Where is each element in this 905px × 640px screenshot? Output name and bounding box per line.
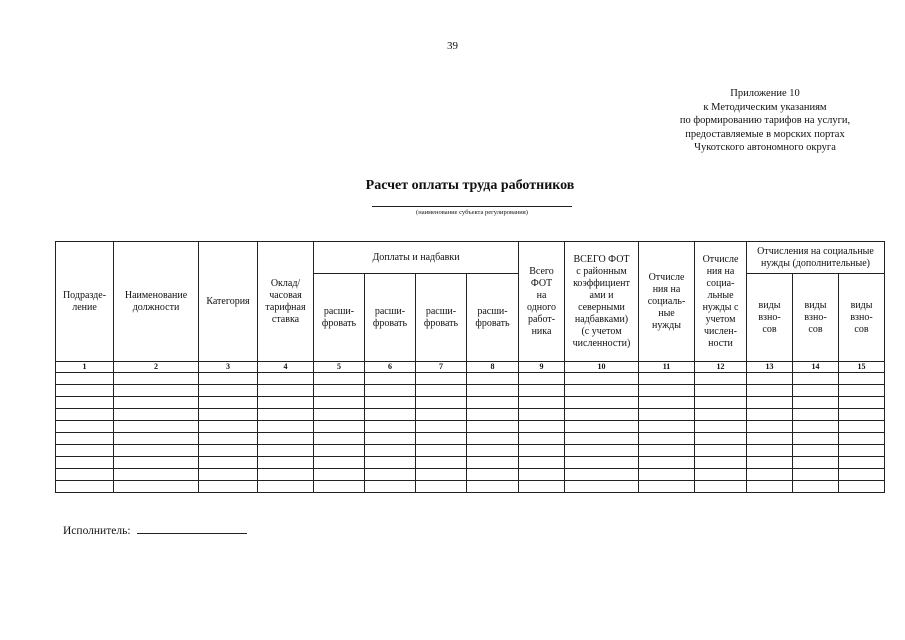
table-cell bbox=[695, 481, 747, 493]
table-cell bbox=[314, 433, 365, 445]
column-number: 10 bbox=[565, 362, 639, 373]
table-cell bbox=[839, 481, 885, 493]
column-number: 11 bbox=[639, 362, 695, 373]
table-cell bbox=[199, 397, 258, 409]
table-cell bbox=[258, 433, 314, 445]
table-cell bbox=[565, 385, 639, 397]
table-cell bbox=[199, 373, 258, 385]
table-cell bbox=[747, 385, 793, 397]
table-cell bbox=[56, 445, 114, 457]
table-cell bbox=[314, 481, 365, 493]
table-cell bbox=[416, 385, 467, 397]
table-cell bbox=[416, 481, 467, 493]
table-cell bbox=[747, 421, 793, 433]
table-cell bbox=[199, 445, 258, 457]
table-cell bbox=[839, 421, 885, 433]
appendix-line: предоставляемые в морских портах bbox=[685, 128, 845, 140]
page-number: 39 bbox=[447, 40, 458, 52]
table-cell bbox=[519, 409, 565, 421]
table-cell bbox=[793, 445, 839, 457]
table-cell bbox=[793, 397, 839, 409]
table-cell bbox=[519, 397, 565, 409]
table-cell bbox=[793, 433, 839, 445]
table-cell bbox=[639, 469, 695, 481]
table-cell bbox=[695, 373, 747, 385]
table-cell bbox=[639, 385, 695, 397]
table-cell bbox=[258, 373, 314, 385]
table-cell bbox=[839, 433, 885, 445]
column-number: 6 bbox=[365, 362, 416, 373]
table-cell bbox=[365, 421, 416, 433]
table-cell bbox=[365, 481, 416, 493]
table-cell bbox=[695, 433, 747, 445]
appendix-line: Приложение 10 bbox=[730, 88, 800, 99]
header-cell: расши- фровать bbox=[314, 274, 365, 362]
column-number: 8 bbox=[467, 362, 519, 373]
table-cell bbox=[793, 421, 839, 433]
executor-signature bbox=[63, 523, 247, 537]
table-cell bbox=[199, 409, 258, 421]
table-cell bbox=[56, 373, 114, 385]
header-cell: Наименование должности bbox=[114, 242, 199, 362]
payroll-table bbox=[55, 241, 885, 493]
table-cell bbox=[639, 421, 695, 433]
table-cell bbox=[695, 469, 747, 481]
table-cell bbox=[199, 421, 258, 433]
table-cell bbox=[365, 469, 416, 481]
table-cell bbox=[695, 397, 747, 409]
table-row bbox=[56, 421, 885, 433]
header-cell: виды взно- сов bbox=[793, 274, 839, 362]
table-cell bbox=[519, 445, 565, 457]
table-cell bbox=[416, 445, 467, 457]
table-cell bbox=[839, 409, 885, 421]
table-cell bbox=[199, 469, 258, 481]
table-cell bbox=[258, 445, 314, 457]
table-cell bbox=[695, 385, 747, 397]
table-cell bbox=[114, 385, 199, 397]
table-cell bbox=[365, 457, 416, 469]
table-cell bbox=[467, 385, 519, 397]
appendix-line: Чукотского автономного округа bbox=[694, 142, 836, 153]
column-number-row bbox=[56, 362, 885, 373]
table-cell bbox=[314, 445, 365, 457]
table-cell bbox=[695, 445, 747, 457]
table-cell bbox=[365, 409, 416, 421]
table-body bbox=[56, 373, 885, 493]
header-cell: расши- фровать bbox=[416, 274, 467, 362]
table-cell bbox=[467, 457, 519, 469]
table-cell bbox=[639, 433, 695, 445]
table-cell bbox=[565, 469, 639, 481]
table-cell bbox=[199, 433, 258, 445]
column-number: 9 bbox=[519, 362, 565, 373]
table-cell bbox=[365, 397, 416, 409]
table-cell bbox=[258, 409, 314, 421]
table-cell bbox=[258, 457, 314, 469]
table-cell bbox=[695, 409, 747, 421]
table-cell bbox=[114, 421, 199, 433]
table-cell bbox=[747, 433, 793, 445]
table-cell bbox=[56, 469, 114, 481]
table-cell bbox=[258, 469, 314, 481]
table-cell bbox=[747, 409, 793, 421]
table-cell bbox=[565, 397, 639, 409]
table-cell bbox=[839, 457, 885, 469]
table-cell bbox=[114, 469, 199, 481]
header-cell: Отчисле ния на социа- льные нужды с учетом числен- ности bbox=[695, 242, 747, 362]
header-cell: Отчисле ния на социаль- ные нужды bbox=[639, 242, 695, 362]
table-cell bbox=[519, 457, 565, 469]
header-cell: виды взно- сов bbox=[747, 274, 793, 362]
table-cell bbox=[793, 409, 839, 421]
table-cell bbox=[839, 445, 885, 457]
header-cell: Подразде- ление bbox=[56, 242, 114, 362]
table-cell bbox=[565, 445, 639, 457]
table-cell bbox=[258, 421, 314, 433]
table-cell bbox=[416, 421, 467, 433]
table-cell bbox=[639, 397, 695, 409]
table-cell bbox=[467, 433, 519, 445]
table-cell bbox=[793, 469, 839, 481]
table-cell bbox=[839, 469, 885, 481]
table-cell bbox=[416, 373, 467, 385]
appendix-line: к Методическим указаниям bbox=[703, 101, 827, 113]
table-cell bbox=[258, 385, 314, 397]
table-cell bbox=[56, 421, 114, 433]
table-cell bbox=[314, 469, 365, 481]
table-cell bbox=[199, 385, 258, 397]
table-cell bbox=[793, 457, 839, 469]
table-cell bbox=[747, 397, 793, 409]
table-cell bbox=[365, 445, 416, 457]
table-cell bbox=[695, 457, 747, 469]
table-cell bbox=[114, 397, 199, 409]
table-cell bbox=[639, 457, 695, 469]
table-cell bbox=[365, 433, 416, 445]
table-cell bbox=[565, 421, 639, 433]
table-cell bbox=[314, 421, 365, 433]
table-cell bbox=[56, 397, 114, 409]
table-row bbox=[56, 469, 885, 481]
table-cell bbox=[365, 373, 416, 385]
table-cell bbox=[114, 373, 199, 385]
table-cell bbox=[258, 397, 314, 409]
subject-caption: (наименование субъекта регулирования) bbox=[416, 209, 528, 216]
column-number: 4 bbox=[258, 362, 314, 373]
table-cell bbox=[314, 385, 365, 397]
table-cell bbox=[793, 481, 839, 493]
table-cell bbox=[747, 373, 793, 385]
table-cell bbox=[639, 445, 695, 457]
table-cell bbox=[565, 481, 639, 493]
table-cell bbox=[114, 409, 199, 421]
table-row bbox=[56, 433, 885, 445]
table-cell bbox=[519, 469, 565, 481]
table-cell bbox=[467, 397, 519, 409]
table-cell bbox=[114, 481, 199, 493]
table-cell bbox=[519, 421, 565, 433]
table-cell bbox=[519, 373, 565, 385]
table-cell bbox=[365, 385, 416, 397]
table-row bbox=[56, 457, 885, 469]
table-cell bbox=[565, 457, 639, 469]
column-number: 5 bbox=[314, 362, 365, 373]
executor-label: Исполнитель: bbox=[63, 525, 131, 537]
table-cell bbox=[314, 373, 365, 385]
table-cell bbox=[416, 433, 467, 445]
table-cell bbox=[199, 457, 258, 469]
table-cell bbox=[467, 469, 519, 481]
table-row bbox=[56, 481, 885, 493]
table-cell bbox=[467, 481, 519, 493]
table-cell bbox=[416, 469, 467, 481]
header-cell: расши- фровать bbox=[467, 274, 519, 362]
table-cell bbox=[467, 373, 519, 385]
header-cell: Оклад/ часовая тарифная ставка bbox=[258, 242, 314, 362]
table-cell bbox=[56, 481, 114, 493]
table-cell bbox=[747, 457, 793, 469]
table-cell bbox=[314, 397, 365, 409]
table-cell bbox=[114, 433, 199, 445]
header-cell: ВСЕГО ФОТ с районным коэффициент ами и северными надбавками) (с учетом численности) bbox=[565, 242, 639, 362]
table-cell bbox=[695, 421, 747, 433]
table-cell bbox=[467, 445, 519, 457]
column-number: 15 bbox=[839, 362, 885, 373]
table-cell bbox=[793, 385, 839, 397]
signature-line bbox=[137, 523, 247, 534]
table-cell bbox=[56, 385, 114, 397]
header-cell: расши- фровать bbox=[365, 274, 416, 362]
table-cell bbox=[114, 457, 199, 469]
table-cell bbox=[56, 433, 114, 445]
column-number: 2 bbox=[114, 362, 199, 373]
table-cell bbox=[747, 445, 793, 457]
header-group-cell: Отчисления на социальные нужды (дополнительные) bbox=[747, 242, 885, 274]
table-cell bbox=[839, 385, 885, 397]
table-cell bbox=[519, 481, 565, 493]
table-cell bbox=[793, 373, 839, 385]
header-group-cell: Доплаты и надбавки bbox=[314, 242, 519, 274]
table-cell bbox=[258, 481, 314, 493]
table-cell bbox=[519, 433, 565, 445]
table-cell bbox=[747, 469, 793, 481]
table-cell bbox=[416, 409, 467, 421]
table-cell bbox=[839, 373, 885, 385]
table-cell bbox=[519, 385, 565, 397]
table-cell bbox=[467, 409, 519, 421]
column-number: 7 bbox=[416, 362, 467, 373]
column-number: 13 bbox=[747, 362, 793, 373]
appendix-line: по формированию тарифов на услуги, bbox=[679, 115, 851, 126]
column-number: 1 bbox=[56, 362, 114, 373]
column-number: 14 bbox=[793, 362, 839, 373]
table-cell bbox=[565, 373, 639, 385]
table-cell bbox=[639, 409, 695, 421]
table-cell bbox=[114, 445, 199, 457]
table-row bbox=[56, 385, 885, 397]
header-cell: Категория bbox=[199, 242, 258, 362]
table-row bbox=[56, 409, 885, 421]
table-cell bbox=[565, 409, 639, 421]
table-row bbox=[56, 445, 885, 457]
table-cell bbox=[639, 481, 695, 493]
table-row bbox=[56, 397, 885, 409]
document-title: Расчет оплаты труда работников bbox=[365, 178, 575, 193]
table-cell bbox=[416, 457, 467, 469]
table-cell bbox=[56, 457, 114, 469]
header-cell: виды взно- сов bbox=[839, 274, 885, 362]
column-number: 3 bbox=[199, 362, 258, 373]
table-row bbox=[56, 373, 885, 385]
table-cell bbox=[467, 421, 519, 433]
subject-name-line bbox=[372, 206, 572, 207]
table-cell bbox=[565, 433, 639, 445]
table-cell bbox=[839, 397, 885, 409]
table-cell bbox=[199, 481, 258, 493]
table-cell bbox=[747, 481, 793, 493]
table-cell bbox=[416, 397, 467, 409]
header-cell: Всего ФОТ на одного работ- ника bbox=[519, 242, 565, 362]
table-cell bbox=[314, 457, 365, 469]
appendix-block bbox=[655, 87, 875, 155]
table-cell bbox=[639, 373, 695, 385]
column-number: 12 bbox=[695, 362, 747, 373]
table-cell bbox=[56, 409, 114, 421]
table-cell bbox=[314, 409, 365, 421]
